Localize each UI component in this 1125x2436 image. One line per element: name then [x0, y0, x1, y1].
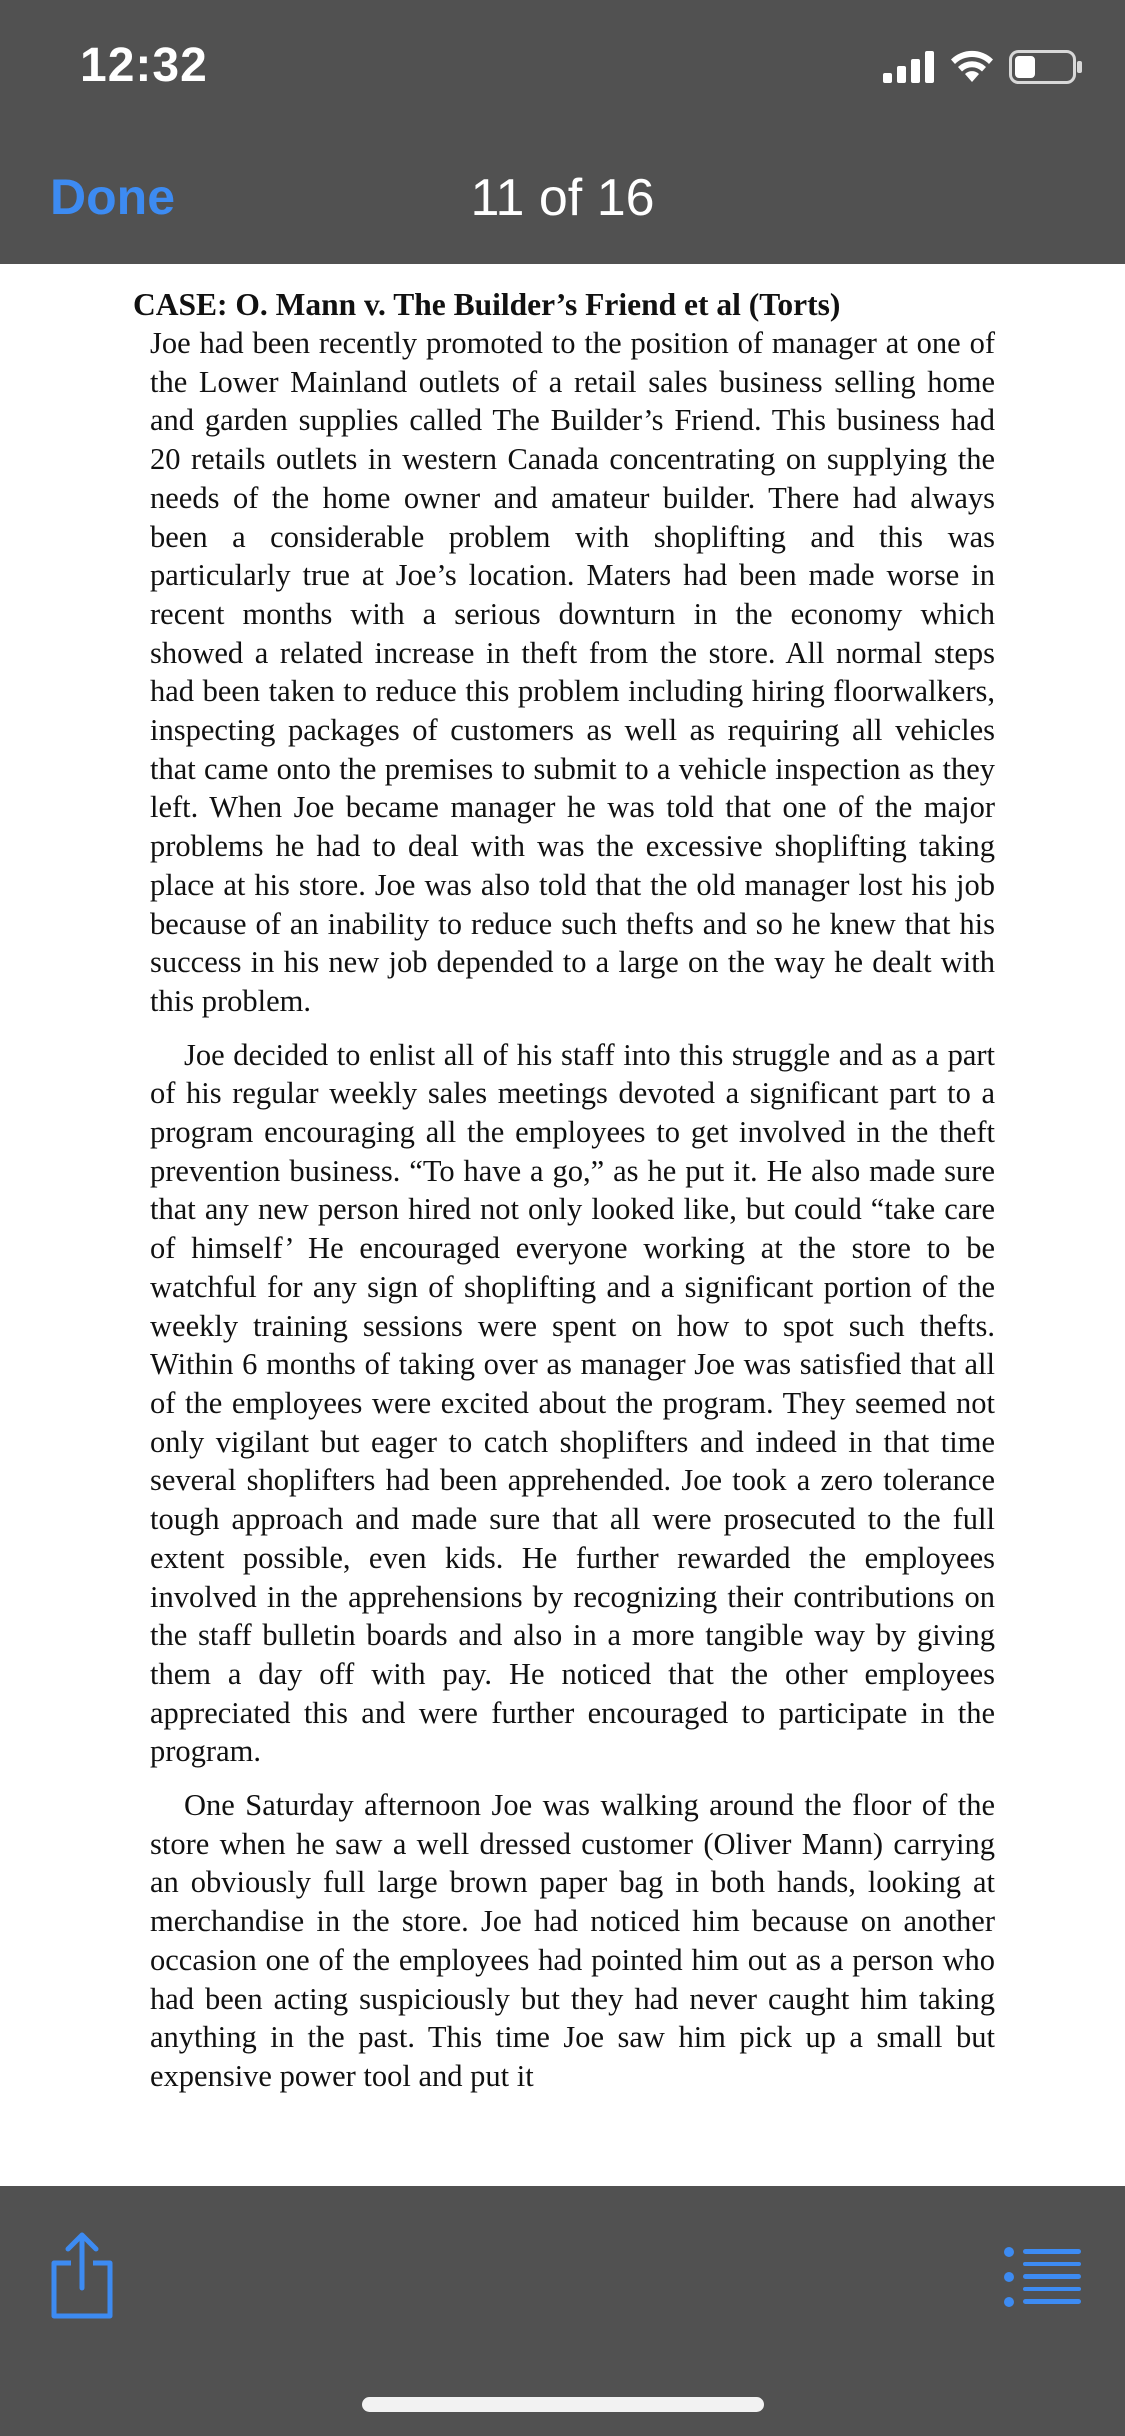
wifi-icon [949, 50, 995, 89]
page-indicator: 11 of 16 [470, 169, 655, 227]
signal-icon [883, 51, 935, 88]
home-indicator[interactable] [362, 2397, 764, 2412]
document-page [133, 286, 995, 2111]
battery-icon [1009, 50, 1083, 89]
document-viewer[interactable] [0, 264, 1125, 2186]
paragraph-3: One Saturday afternoon Joe was walking around the floor of the store when he saw a well dressed customer (Oliver Mann) carrying an obviously full large brown paper bag in both hands, looking at merchandise in the store. Joe had noticed him because on another occasion one of the employees had pointed him out as a person who had been acting suspiciously but they had never caught him taking anything in the past. This time Joe saw him pick up a small but expensive power tool and put it [150, 1788, 995, 2093]
bottom-toolbar [0, 2186, 1125, 2436]
paragraph-1: Joe had been recently promoted to the position of manager at one of the Lower Mainland outlets of a retail sales business selling home and garden supplies called The Builder’s Friend. This business had 20 retails outlets in western Canada concentrating on supplying the needs of the home owner and amateur builder. There had always been a considerable problem with shoplifting and this was particularly true at Joe’s location. Maters had been made worse in recent months with a serious downturn in the economy which showed a related increase in theft from the store. All normal steps had been taken to reduce this problem including hiring floorwalkers, inspecting packages of customers as well as requiring all vehicles that came onto the premises to submit to a vehicle inspection as they left. When Joe became manager he was told that one of the major problems he had to deal with was the excessive shoplifting taking place at his store. Joe was also told that the old manager lost his job because of an inability to reduce such thefts and so he knew that his success in his new job depended to a large on the way he dealt with this problem. [150, 326, 995, 1018]
share-button[interactable] [44, 2230, 120, 2320]
top-bar [0, 0, 1125, 264]
list-icon [1003, 2244, 1081, 2310]
paragraph-2: Joe decided to enlist all of his staff into this struggle and as a part of his regular weekly sales meetings devoted a significant part to a program encouraging all the employees to get involved in the theft prevention business. “To have a go,” as he put it. He also made sure that any new person hired not only looked like, but could “take care of himself’ He encouraged everyone working at the store to be watchful for any sign of shoplifting and a significant portion of the weekly training sessions were spent on how to spot such thefts. Within 6 months of taking over as manager Joe was satisfied that all of the employees were excited about the program. They seemed not only vigilant but eager to catch shoplifters and indeed in that time several shoplifters had been apprehended. Joe took a zero tolerance tough approach and made sure that all were prosecuted to the full extent possible, even kids. He further rewarded the employees involved in the apprehensions by recognizing their contributions on the staff bulletin boards and also in a more tangible way by giving them a day off with pay. He noticed that the other employees appreciated this and were further encouraged to participate in the program. [150, 1037, 995, 1769]
case-title: CASE: O. Mann v. The Builder’s Friend et al (Torts) [133, 287, 841, 322]
share-icon [44, 2230, 120, 2320]
status-time: 12:32 [80, 39, 208, 92]
done-button[interactable]: Done [50, 169, 175, 225]
list-button[interactable] [1003, 2244, 1081, 2310]
status-icons [883, 50, 1083, 89]
